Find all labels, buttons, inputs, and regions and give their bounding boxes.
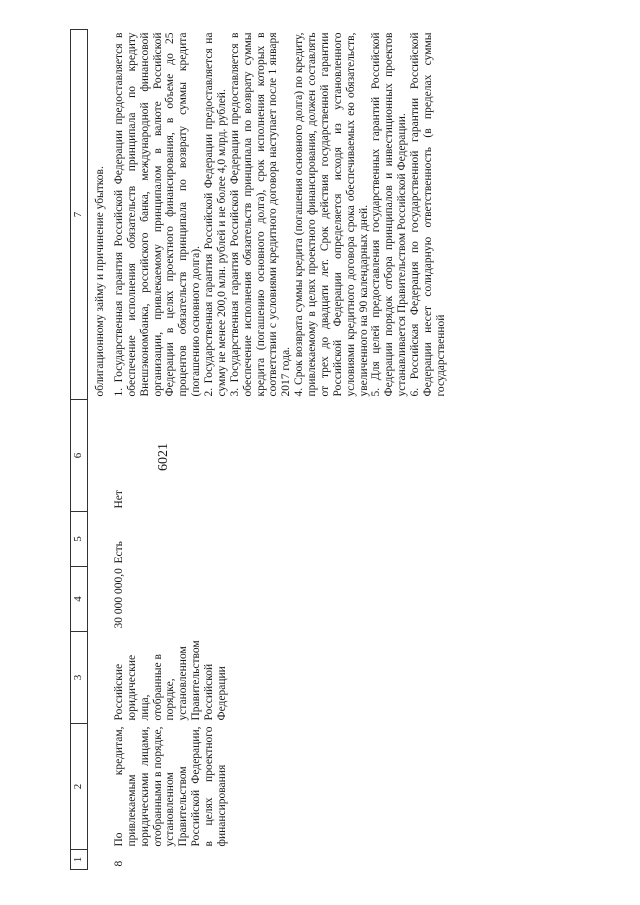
row-conditions xyxy=(110,30,451,400)
condition-paragraph: 1. Государственная гарантия Российской Федерации предоставляется в обеспечение исполнения обязательств принципала по кредиту Внешэкономбанка, российского банка, международной финансовой организации, привлекаемому принципалом в валюте Российской Федерации в целях проектного финансирования, в объеме до 25 процентов обязательств принципала по возврату суммы кредита (погашению основного долга). xyxy=(112,32,203,397)
condition-paragraph: 2. Государственная гарантия Российской Федерации предоставляется на сумму не менее 200,0 млн. рублей и не более 4,0 млрд. рублей. xyxy=(203,32,228,397)
row-regress: Есть xyxy=(112,541,125,564)
row-number: 8 xyxy=(112,860,125,867)
row-insurance: Нет xyxy=(112,490,125,509)
col-header-5: 5 xyxy=(71,512,88,567)
row-amount: 30 000 000,0 xyxy=(112,568,125,629)
condition-paragraph: 4. Срок возврата суммы кредита (погашения основного долга) по кредиту, привлекаемому в целях проектного финансирования, должен составлять от трех до двадцати лет. Срок действия государственной гарантии Российской Федерации определяется исходя из установленного условиями кредитного договора срока обеспечиваемых ею обязательств, увеличенного на 90 календарных дней. xyxy=(293,32,370,397)
col-header-1: 1 xyxy=(71,850,88,870)
continuation-row xyxy=(88,30,110,870)
column-number-row xyxy=(71,30,88,870)
col-header-2: 2 xyxy=(71,724,88,850)
col-header-6: 6 xyxy=(71,400,88,512)
row-purpose: По кредитам, привлекаемым юридическими лицами, отобранными в порядке, установленном Правительством Российской Федерации, в целях проектного финансирования xyxy=(112,726,228,847)
condition-paragraph: 5. Для целей предоставления государственных гарантий Российской Федерации порядок отбора принципалов и инвестиционных проектов устанавливается Правительством Российской Федерации. xyxy=(370,32,409,397)
table-row xyxy=(110,30,451,870)
col-header-3: 3 xyxy=(71,632,88,724)
condition-paragraph: 3. Государственная гарантия Российской Федерации предоставляется в обеспечение исполнения обязательств принципала по возврату суммы кредита (погашению основного долга), срок исполнения которых в соответствии с условиями кредитного договора наступает после 1 января 2017 года. xyxy=(228,32,293,397)
condition-paragraph: 6. Российская Федерация по государственной гарантии Российской Федерации несет солидарную ответственность (в пределах суммы государственной xyxy=(409,32,447,397)
col-header-7: 7 xyxy=(71,30,88,400)
guarantees-table xyxy=(70,29,451,870)
continuation-text: облигационному займу и причинение убытков. xyxy=(94,166,106,397)
row-recipients: Российские юридические лица, отобранные в порядке, установленном Правительством Российской Федерации xyxy=(112,640,228,721)
col-header-4: 4 xyxy=(71,567,88,632)
page-number: 6021 xyxy=(156,443,171,471)
